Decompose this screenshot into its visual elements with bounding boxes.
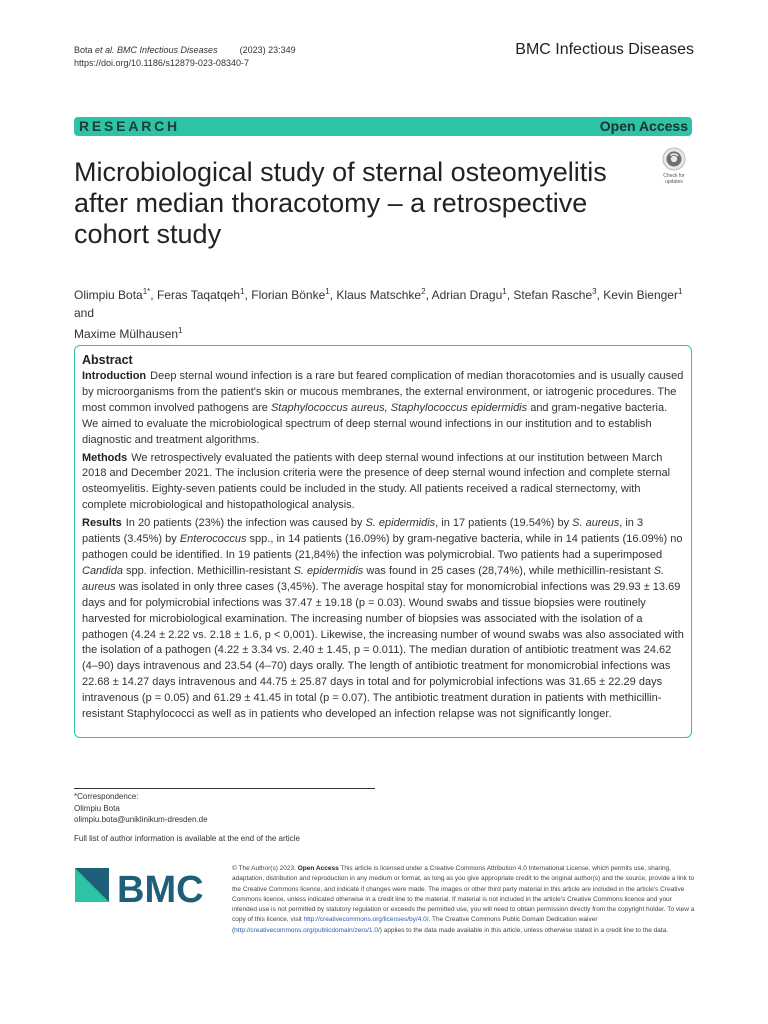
author[interactable]: Olimpiu Bota$^{1*}$ [74, 287, 151, 302]
correspondence: *Correspondence: Olimpiu Bota olimpiu.bota@uniklinikum-dresden.de [74, 792, 208, 824]
license-link[interactable]: http://creativecommons.org/licenses/by/4.0/ [303, 916, 429, 924]
correspondence-name: Olimpiu Bota [74, 803, 120, 813]
abstract-results: Results In 20 patients (23%) the infection was caused by S. epidermidis, in 17 patients (19.54%) by S. aureus, in 3 patients (3.45%) by Enterococcus spp., in 14 patients (16.09%) by gram-negative bacteria, while in 14 patients (16.09%) no pathogen could be identified. In 19 patients (21,84%) the infection was polymicrobial. Two patients had a superimposed Candida spp. infection. Methicillin-resistant S. epidermidis was found in 25 cases (28,74%), while methicillin-resistant S. aureus was isolated in only three cases (3,45%). The average hospital stay for monomicrobial infections was 29.93 ± 13.69 days and for polymicrobial infections was 37.47 ± 19.18 (p = 0.03). Wound swabs and tissue biopsies were routinely harvested for microbiological examination. The increasing number of biopsies was associated with the isolation of a pathogen (4.24 ± 2.22 vs. 2.18 ± 1.6, p < 0,001). Likewise, the increasing number of wound swabs was also associated with the isolation of a pathogen (4.22 ± 3.34 vs. 2.40 ± 1.45, p = 0.011). The median duration of antibiotic treatment was 24.62 (4–90) days intravenous and 23.54 (4–70) days orally. The length of antibiotic treatment for monomicrobial infections was 22.68 ± 14.27 days intravenous and 44.75 ± 25.87 days in total and for polymicrobial infections was 31.65 ± 22.29 days intravenous (p = 0.05) and 61.29 ± 41.45 in total (p = 0.07). The antibiotic treatment duration in patients with methicillin-resistant Staphylococci as well as in patients who developed an infection relapse was not significantly longer. [82, 517, 684, 721]
abstract-box [74, 345, 692, 738]
abstract-introduction: Introduction Deep sternal wound infection is a rare but feared complication of median thoracotomies and is usually caused by microorganisms from the patient's skin or mucous membranes, the external environment, or iatrogenic procedures. The most common involved pathogens are Staphylococcus aureus, Staphylococcus epidermidis and gram-negative bacteria. We aimed to evaluate the microbiological spectrum of deep sternal wound infections in our institution and to establish diagnostic and treatment algorithms. [82, 370, 684, 446]
crossmark-icon[interactable] [656, 146, 692, 184]
article-title: Microbiological study of sternal osteomyelitis after median thoracotomy – a retrospective cohort study [74, 157, 607, 249]
license-text: © The Author(s) 2023. Open Access This article is licensed under a Creative Commons Attribution 4.0 International License, which permits use, sharing, adaptation, distribution and reproduction in any medium or format, as long as you give appropriate credit to the original author(s) and the source, provide a link to the Creative Commons licence, and indicate if changes were made. The images or other third party material in this article are included in the article's Creative Commons licence, unless indicated otherwise in a credit line to the material. If material is not included in the article's Creative Commons licence and your intended use is not permitted by statutory regulation or exceeds the permitted use, you will need to obtain permission directly from the copyright holder. To view a copy of this licence, visit http://creativecommons.org/licenses/by/4.0/. The Creative Commons Public Domain Dedication waiver (http://creativecommons.org/publicdomain/zero/1.0/) applies to the data made available in this article, unless otherwise stated in a credit line to the data. [232, 865, 695, 934]
citation-journal: et al. BMC Infectious Diseases [95, 45, 218, 55]
section-banner [74, 117, 692, 136]
author[interactable]: Kevin Bienger$^1$ [603, 287, 683, 302]
bmc-logo-text: BMC [117, 869, 204, 910]
section-label: RESEARCH [79, 118, 180, 134]
author[interactable]: Stefan Rasche$^3$ [513, 287, 597, 302]
author[interactable]: Maxime Mülhausen$^1$ [74, 326, 183, 341]
abstract-heading: Abstract [82, 353, 133, 367]
crossmark-label: Check for [663, 173, 685, 179]
author[interactable]: Florian Bönke$^1$ [251, 287, 330, 302]
abstract-methods: Methods We retrospectively evaluated the patients with deep sternal wound infections at our institution between March 2018 and December 2021. The inclusion criteria were the presence of deep sternal wound infection and complete sternal osteomyelitis. Eighty-seven patients could be included in the study. All patients received a radical sternectomy, with complete microbiological and histopathological analysis. [82, 451, 671, 512]
bmc-logo-icon [75, 866, 215, 910]
citation-block [74, 44, 296, 70]
author[interactable]: Klaus Matschke$^2$ [336, 287, 426, 302]
author-list: Olimpiu Bota$^{1*}$, Feras Taqatqeh$^1$, Florian Bönke$^1$, Klaus Matschke$^2$, Adrian Dragu$^1$, Stefan Rasche$^3$, Kevin Bienger$^1$ and Maxime Mülhausen$^1$ [74, 287, 683, 341]
crossmark-label-2: updates [665, 179, 683, 184]
open-access-label: Open Access [599, 118, 688, 134]
author-info-note: Full list of author information is available at the end of the article [74, 834, 300, 843]
author[interactable]: Adrian Dragu$^1$ [431, 287, 507, 302]
waiver-link[interactable]: http://creativecommons.org/publicdomain/zero/1.0/ [234, 926, 380, 934]
journal-name: BMC Infectious Diseases [515, 41, 694, 58]
correspondence-email[interactable]: olimpiu.bota@uniklinikum-dresden.de [74, 815, 208, 824]
doi-link[interactable]: https://doi.org/10.1186/s12879-023-08340-7 [74, 58, 249, 68]
author[interactable]: Feras Taqatqeh$^1$ [156, 287, 245, 302]
footnote-divider [74, 788, 375, 789]
citation-year-volume: (2023) 23:349 [239, 45, 296, 55]
citation-authors: Bota [74, 45, 96, 55]
